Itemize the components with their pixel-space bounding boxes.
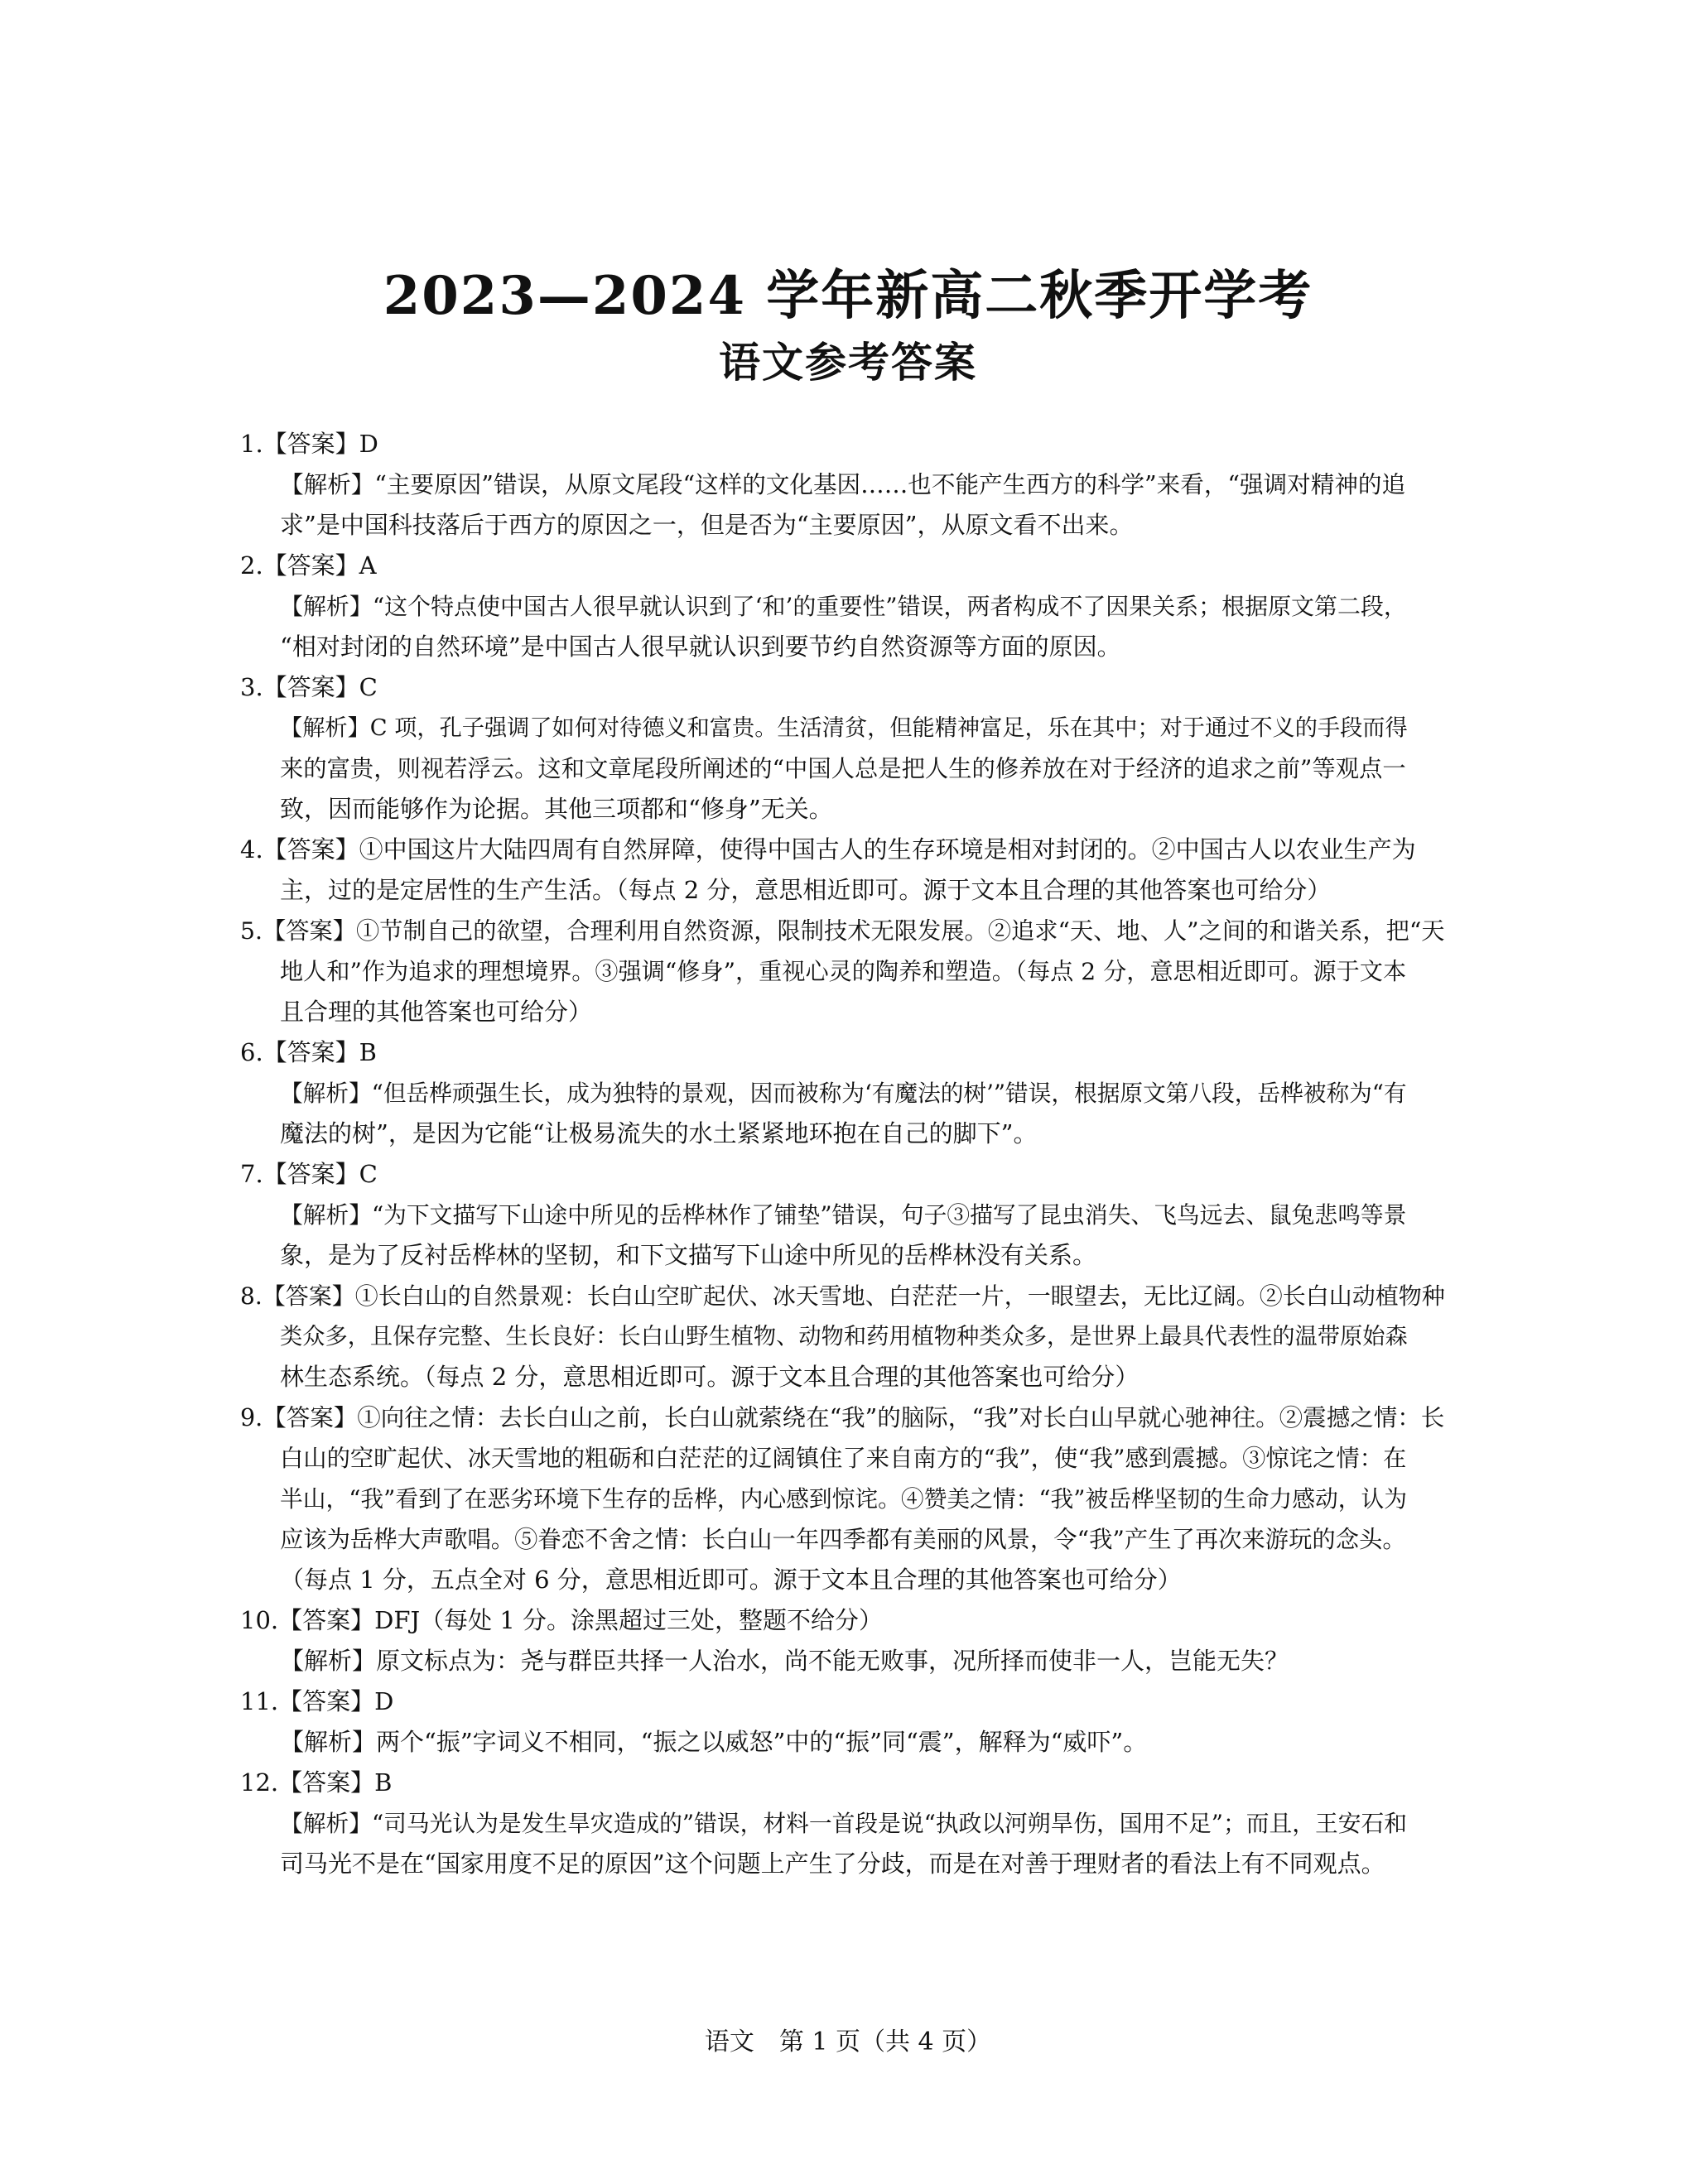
answer-line: 【解析】“为下文描写下山途中所见的岳桦林作了铺垫”错误，句子③描写了昆虫消失、飞鸟远去、鼠兔悲鸣等景: [280, 1201, 1407, 1229]
answer-line: 【解析】“主要原因”错误，从原文尾段“这样的文化基因……也不能产生西方的科学”来看，“强调对精神的追: [280, 470, 1406, 498]
answer-line: 应该为岳桦大声歌唱。⑤眷恋不舍之情：长白山一年四季都有美丽的风景，令“我”产生了再次来游玩的念头。: [280, 1526, 1406, 1553]
answer-item: [240, 1600, 1445, 1681]
answer-item: [240, 1763, 1445, 1884]
answer-line: 致，因而能够作为论据。其他三项都和“修身”无关。: [280, 795, 833, 823]
answer-item: [240, 830, 1445, 911]
answer-item: [240, 1032, 1445, 1154]
answer-line: 司马光不是在“国家用度不足的原因”这个问题上产生了分歧，而是在对善于理财者的看法上有不同观点。: [280, 1850, 1385, 1878]
answer-line: 半山，“我”看到了在恶劣环境下生存的岳桦，内心感到惊诧。④赞美之情：“我”被岳桦坚韧的生命力感动，认为: [280, 1485, 1407, 1513]
answer-item: [240, 546, 1445, 667]
answer-line: 象，是为了反衬岳桦林的坚韧，和下文描写下山途中所见的岳桦林没有关系。: [280, 1241, 1097, 1269]
answer-line: “相对封闭的自然环境”是中国古人很早就认识到要节约自然资源等方面的原因。: [280, 633, 1121, 661]
answer-item: [240, 1397, 1445, 1600]
answer-head: 3.【答案】C: [240, 673, 378, 701]
answer-line: 白山的空旷起伏、冰天雪地的粗砺和白茫茫的辽阔镇住了来自南方的“我”，使“我”感到震撼。③惊诧之情：在: [280, 1445, 1407, 1472]
answer-head: 9.【答案】①向往之情：去长白山之前，长白山就萦绕在“我”的脑际，“我”对长白山早就心驰神往。②震撼之情：长: [240, 1404, 1445, 1431]
answer-line: 林生态系统。（每点 2 分，意思相近即可。源于文本且合理的其他答案也可给分）: [280, 1363, 1140, 1391]
answer-head: 5.【答案】①节制自己的欲望，合理利用自然资源，限制技术无限发展。②追求“天、地、人”之间的和谐关系，把“天: [240, 917, 1445, 945]
answer-head: 1.【答案】D: [240, 430, 378, 458]
answer-head: 6.【答案】B: [240, 1038, 377, 1066]
answer-item: [240, 424, 1445, 546]
answer-line: 【解析】“但岳桦顽强生长，成为独特的景观，因而被称为‘有魔法的树’”错误，根据原文第八段，岳桦被称为“有: [280, 1080, 1407, 1107]
answer-line: 【解析】“司马光认为是发生旱灾造成的”错误，材料一首段是说“执政以河朔旱伤，国用不足”；而且，王安石和: [280, 1810, 1407, 1837]
answer-item: [240, 1276, 1445, 1397]
page-footer: 语文 第 1 页（共 4 页）: [704, 2028, 992, 2057]
answer-list: [240, 424, 1445, 1884]
answer-head: 10.【答案】DFJ（每处 1 分。涂黑超过三处，整题不给分）: [240, 1606, 884, 1634]
answer-item: [240, 1154, 1445, 1276]
page-subtitle: 语文参考答案: [719, 338, 977, 387]
answer-line: 地人和”作为追求的理想境界。③强调“修身”，重视心灵的陶养和塑造。（每点 2 分，意思相近即可。源于文本: [280, 958, 1407, 985]
answer-line: 魔法的树”，是因为它能“让极易流失的水土紧紧地环抱在自己的脚下”。: [280, 1119, 1038, 1147]
answer-line: 来的富贵，则视若浮云。这和文章尾段所阐述的“中国人总是把人生的修养放在对于经济的追求之前”等观点一: [280, 755, 1406, 782]
answer-item: [240, 911, 1445, 1032]
answer-head: 4.【答案】①中国这片大陆四周有自然屏障，使得中国古人的生存环境是相对封闭的。②中国古人以农业生产为: [240, 835, 1416, 863]
answer-head: 12.【答案】B: [240, 1768, 393, 1797]
answer-item: [240, 667, 1445, 830]
page-title: 2023—2024 学年新高二秋季开学考: [383, 265, 1313, 327]
answer-line: 【解析】C 项，孔子强调了如何对待德义和富贵。生活清贫，但能精神富足，乐在其中；对于通过不义的手段而得: [280, 715, 1408, 741]
answer-line: 【解析】原文标点为：尧与群臣共择一人治水，尚不能无败事，况所择而使非一人，岂能无失？: [280, 1647, 1289, 1675]
answer-line: （每点 1 分，五点全对 6 分，意思相近即可。源于文本且合理的其他答案也可给分）: [280, 1566, 1182, 1594]
answer-line: 且合理的其他答案也可给分）: [280, 998, 593, 1026]
answer-head: 7.【答案】C: [240, 1160, 378, 1188]
answer-line: 【解析】“这个特点使中国古人很早就认识到了‘和’的重要性”错误，两者构成不了因果关系；根据原文第二段，: [280, 593, 1407, 620]
answer-head: 11.【答案】D: [240, 1687, 394, 1715]
answer-line: 【解析】两个“振”字词义不相同，“振之以威怒”中的“振”同“震”，解释为“威吓”。: [280, 1728, 1148, 1756]
answer-line: 求”是中国科技落后于西方的原因之一，但是否为“主要原因”，从原文看不出来。: [280, 511, 1134, 539]
answer-head: 2.【答案】A: [240, 551, 377, 580]
answer-head: 8.【答案】①长白山的自然景观：长白山空旷起伏、冰天雪地、白茫茫一片，一眼望去，无比辽阔。②长白山动植物种: [240, 1282, 1445, 1310]
answer-line: 主，过的是定居性的生产生活。（每点 2 分，意思相近即可。源于文本且合理的其他答案也可给分）: [280, 876, 1332, 904]
answer-line: 类众多，且保存完整、生长良好：长白山野生植物、动物和药用植物种类众多，是世界上最具代表性的温带原始森: [280, 1324, 1408, 1349]
answer-item: [240, 1681, 1445, 1763]
